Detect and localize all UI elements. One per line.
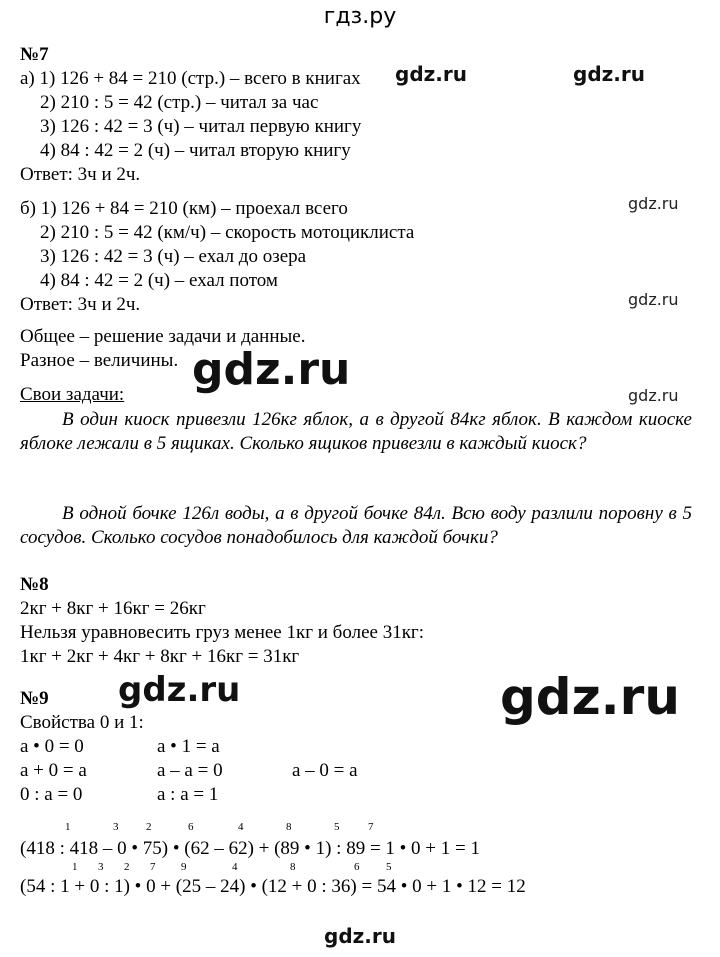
task7-b-answer: Ответ: 3ч и 2ч. — [20, 294, 141, 315]
property-cell: a – a = 0 — [157, 760, 223, 781]
task7-b-line-4: 4) 84 : 42 = 2 (ч) – ехал потом — [40, 270, 278, 291]
property-cell: a : a = 1 — [157, 784, 219, 805]
order-mark: 2 — [146, 821, 152, 833]
order-mark: 8 — [286, 821, 292, 833]
task8-line-1: 2кг + 8кг + 16кг = 26кг — [20, 598, 206, 619]
task8-number: №8 — [20, 574, 49, 595]
watermark: gdz.ru — [118, 670, 241, 710]
order-mark: 5 — [386, 861, 392, 873]
order-mark: 4 — [232, 861, 238, 873]
task7-a-line-2: 2) 210 : 5 = 42 (стр.) – читал за час — [40, 92, 319, 113]
task8-line-3: 1кг + 2кг + 4кг + 8кг + 16кг = 31кг — [20, 646, 300, 667]
task8-line-2: Нельзя уравновесить груз менее 1кг и более 31кг: — [20, 622, 425, 643]
task9-number: №9 — [20, 688, 49, 709]
task7-b-line-1: б) 1) 126 + 84 = 210 (км) – проехал всего — [20, 198, 348, 219]
order-mark: 9 — [181, 861, 187, 873]
watermark: gdz.ru — [628, 194, 679, 213]
order-mark: 1 — [65, 821, 71, 833]
watermark: gdz.ru — [324, 924, 396, 948]
common-text: Общее – решение задачи и данные. — [20, 326, 306, 347]
property-cell: 0 : a = 0 — [20, 784, 83, 805]
watermark: gdz.ru — [628, 290, 679, 309]
expression-2: (54 : 1 + 0 : 1) • 0 + (25 – 24) • (12 + 0 : 36) = 54 • 0 + 1 • 12 = 12 — [20, 876, 526, 897]
own-tasks-title: Свои задачи: — [20, 384, 125, 405]
site-header: гдз.ру — [323, 4, 397, 29]
different-text: Разное – величины. — [20, 350, 179, 371]
order-mark: 7 — [368, 821, 374, 833]
property-cell: a + 0 = a — [20, 760, 87, 781]
task7-a-line-3: 3) 126 : 42 = 3 (ч) – читал первую книгу — [40, 116, 362, 137]
order-mark: 3 — [113, 821, 119, 833]
task7-b-line-3: 3) 126 : 42 = 3 (ч) – ехал до озера — [40, 246, 307, 267]
own-task-2: В одной бочке 126л воды, а в другой бочке 84л. Всю воду разлили поровну в 5 сосудов. Сколько сосудов понадобилось для каждой бочки? — [20, 503, 692, 548]
property-cell: a – 0 = a — [292, 760, 358, 781]
order-mark: 8 — [290, 861, 296, 873]
order-mark: 6 — [354, 861, 360, 873]
watermark: gdz.ru — [192, 344, 351, 395]
order-mark: 5 — [334, 821, 340, 833]
order-mark: 6 — [188, 821, 194, 833]
task7-a-line-4: 4) 84 : 42 = 2 (ч) – читал вторую книгу — [40, 140, 351, 161]
watermark: gdz.ru — [500, 668, 680, 726]
property-cell: a • 1 = a — [157, 736, 220, 757]
own-task-1: В один киоск привезли 126кг яблок, а в другой 84кг яблок. В каждом киоске яблоке лежали в 5 ящиках. Сколько ящиков привезли в каждый киоск? — [20, 409, 692, 454]
watermark: gdz.ru — [628, 386, 679, 405]
order-mark: 7 — [150, 861, 156, 873]
order-mark: 2 — [124, 861, 130, 873]
order-mark: 4 — [238, 821, 244, 833]
task9-title: Свойства 0 и 1: — [20, 712, 144, 733]
watermark: gdz.ru — [395, 62, 467, 86]
expression-1: (418 : 418 – 0 • 75) • (62 – 62) + (89 • 1) : 89 = 1 • 0 + 1 = 1 — [20, 838, 480, 859]
order-mark: 3 — [98, 861, 104, 873]
task7-number: №7 — [20, 44, 49, 65]
task7-a-line-1: а) 1) 126 + 84 = 210 (стр.) – всего в книгах — [20, 68, 361, 89]
task7-b-line-2: 2) 210 : 5 = 42 (км/ч) – скорость мотоциклиста — [40, 222, 415, 243]
task7-a-answer: Ответ: 3ч и 2ч. — [20, 164, 141, 185]
order-mark: 1 — [72, 861, 78, 873]
watermark: gdz.ru — [573, 62, 645, 86]
property-cell: a • 0 = 0 — [20, 736, 84, 757]
